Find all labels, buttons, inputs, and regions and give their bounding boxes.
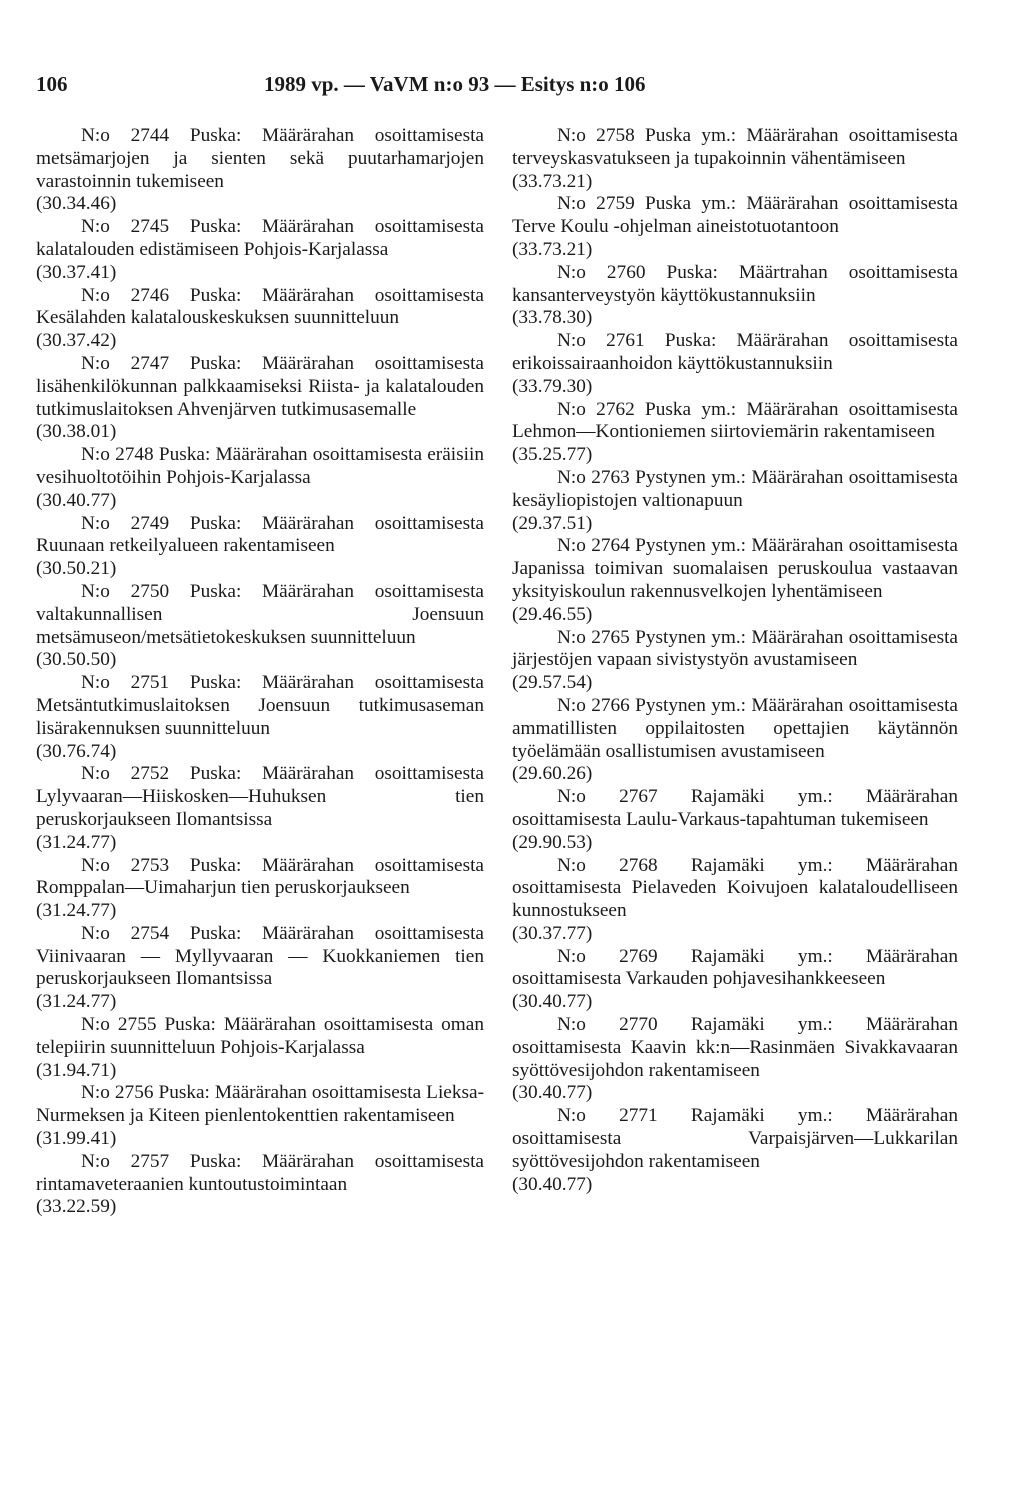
motion-text: N:o 2764 Pystynen ym.: Määrärahan osoittamisesta Japanissa toimivan suomalaisen peruskoulua vastaavan yksityiskoulun rakennusvelkojen lyhentämiseen [512, 535, 958, 602]
motion-entry [36, 923, 484, 1014]
motion-entry [36, 1014, 484, 1082]
motion-text: N:o 2756 Puska: Määrärahan osoittamisesta Lieksa-Nurmeksen ja Kiteen pienlentokenttien rakentamiseen [36, 1082, 484, 1127]
budget-code: (29.60.26) [512, 763, 593, 785]
budget-code: (30.34.46) [36, 193, 117, 215]
motion-text: N:o 2760 Puska: Määrtrahan osoittamisesta kansanterveystyön käyttökustannuksiin [512, 261, 958, 306]
motion-text: N:o 2755 Puska: Määrärahan osoittamisesta oman telepiirin suunnitteluun Pohjois-Karjalassa [36, 1014, 484, 1058]
motion-entry [512, 467, 958, 535]
motion-text: N:o 2763 Pystynen ym.: Määrärahan osoittamisesta kesäyliopistojen valtionapuun [512, 466, 958, 511]
motion-text: N:o 2758 Puska ym.: Määrärahan osoittamisesta terveyskasvatukseen ja tupakoinnin vähentämiseen [512, 125, 958, 169]
budget-code: (29.90.53) [512, 831, 593, 853]
motion-entry [36, 513, 484, 581]
motion-text: N:o 2762 Puska ym.: Määrärahan osoittamisesta Lehmon—Kontioniemen siirtoviemärin rakentamiseen [512, 398, 958, 443]
motion-entry [36, 1151, 484, 1219]
motion-entry [512, 399, 958, 467]
motion-text: N:o 2761 Puska: Määrärahan osoittamisesta erikoissairaanhoidon käyttökustannuksiin [512, 330, 958, 374]
motion-entry [512, 855, 958, 946]
motion-text: N:o 2747 Puska: Määrärahan osoittamisesta lisähenkilökunnan palkkaamiseksi Riista- ja kalatalouden tutkimuslaitoksen Ahvenjärven tutkimusasemalle [36, 352, 484, 420]
budget-code: (33.73.21) [512, 238, 593, 260]
budget-code: (33.79.30) [512, 375, 593, 397]
motion-text: N:o 2770 Rajamäki ym.: Määrärahan osoittamisesta Kaavin kk:n—Rasinmäen Sivakkavaaran syöttövesijohdon rakentamiseen [512, 1014, 958, 1081]
motion-text: N:o 2744 Puska: Määrärahan osoittamisesta metsämarjojen ja sienten sekä puutarhamarjojen varastoinnin tukemiseen [36, 125, 484, 192]
motion-text: N:o 2751 Puska: Määrärahan osoittamisesta Metsäntutkimuslaitoksen Joensuun tutkimusaseman lisärakennuksen suunnitteluun [36, 672, 484, 739]
motion-entry [512, 695, 958, 786]
motion-entry [36, 1082, 484, 1150]
page-header [36, 72, 736, 97]
motion-entry [36, 216, 484, 284]
left-column [36, 125, 484, 1219]
motion-entry [512, 627, 958, 695]
motion-text: N:o 2757 Puska: Määrärahan osoittamisesta rintamaveteraanien kuntoutustoimintaan [36, 1150, 484, 1195]
budget-code: (30.37.42) [36, 330, 117, 352]
budget-code: (31.24.77) [36, 900, 117, 922]
motion-text: N:o 2769 Rajamäki ym.: Määrärahan osoittamisesta Varkauden pohjavesihankkeeseen [512, 945, 958, 990]
budget-code: (30.40.77) [36, 489, 117, 511]
motion-text: N:o 2752 Puska: Määrärahan osoittamisesta Lylyvaaran—Hiiskosken—Huhuksen tien peruskorjaukseen Ilomantsissa [36, 763, 484, 830]
budget-code: (31.99.41) [36, 1128, 117, 1150]
budget-code: (35.25.77) [512, 444, 593, 466]
motion-text: N:o 2754 Puska: Määrärahan osoittamisesta Viinivaaran — Myllyvaaran — Kuokkaniemen tien peruskorjaukseen Ilomantsissa [36, 922, 484, 990]
budget-code: (30.37.41) [36, 261, 117, 283]
motion-entry [36, 672, 484, 763]
motion-entry [512, 125, 958, 193]
motion-entry [36, 581, 484, 672]
motion-entry [36, 125, 484, 216]
motion-text: N:o 2765 Pystynen ym.: Määrärahan osoittamisesta järjestöjen vapaan sivistystyön avustamiseen [512, 626, 958, 671]
motion-entry [36, 444, 484, 512]
budget-code: (33.73.21) [512, 170, 593, 192]
motion-text: N:o 2759 Puska ym.: Määrärahan osoittamisesta Terve Koulu -ohjelman aineistotuotantoon [512, 193, 958, 238]
budget-code: (30.50.21) [36, 558, 117, 580]
budget-code: (30.38.01) [36, 421, 117, 443]
motion-entry [512, 262, 958, 330]
document-title: 1989 vp. — VaVM n:o 93 — Esitys n:o 106 [264, 72, 646, 96]
budget-code: (30.40.77) [512, 991, 593, 1013]
motion-entry [36, 285, 484, 353]
budget-code: (29.57.54) [512, 672, 593, 694]
budget-code: (30.50.50) [36, 649, 117, 671]
motion-text: N:o 2750 Puska: Määrärahan osoittamisesta valtakunnallisen Joensuun metsämuseon/metsätietokeskuksen suunnitteluun [36, 580, 484, 648]
budget-code: (30.40.77) [512, 1173, 593, 1195]
budget-code: (30.40.77) [512, 1082, 593, 1104]
budget-code: (31.24.77) [36, 991, 117, 1013]
motion-text: N:o 2753 Puska: Määrärahan osoittamisesta Romppalan—Uimaharjun tien peruskorjaukseen [36, 854, 484, 899]
budget-code: (33.78.30) [512, 307, 593, 329]
budget-code: (31.24.77) [36, 831, 117, 853]
budget-code: (29.37.51) [512, 512, 593, 534]
motion-entry [512, 193, 958, 261]
motion-text: N:o 2749 Puska: Määrärahan osoittamisesta Ruunaan retkeilyalueen rakentamiseen [36, 512, 484, 557]
page-number: 106 [36, 72, 68, 96]
motion-entry [36, 353, 484, 444]
motion-entry [512, 330, 958, 398]
motion-text: N:o 2748 Puska: Määrärahan osoittamisesta eräisiin vesihuoltotöihin Pohjois-Karjalassa [36, 444, 484, 488]
motion-text: N:o 2767 Rajamäki ym.: Määrärahan osoittamisesta Laulu-Varkaus-tapahtuman tukemiseen [512, 786, 958, 830]
budget-code: (30.37.77) [512, 922, 593, 944]
motion-entry [512, 1105, 958, 1196]
budget-code: (31.94.71) [36, 1059, 117, 1081]
motion-entry [512, 535, 958, 626]
motion-text: N:o 2745 Puska: Määrärahan osoittamisesta kalatalouden edistämiseen Pohjois-Karjalassa [36, 216, 484, 260]
motion-text: N:o 2766 Pystynen ym.: Määrärahan osoittamisesta ammatillisten oppilaitosten opettajien käytännön työelämään osallistumisen avustamiseen [512, 694, 958, 762]
right-column [512, 125, 958, 1196]
motion-entry [36, 763, 484, 854]
motion-entry [36, 855, 484, 923]
budget-code: (30.76.74) [36, 740, 117, 762]
budget-code: (29.46.55) [512, 603, 593, 625]
budget-code: (33.22.59) [36, 1196, 117, 1218]
motion-entry [512, 786, 958, 854]
motion-entry [512, 946, 958, 1014]
motion-text: N:o 2746 Puska: Määrärahan osoittamisesta Kesälahden kalatalouskeskuksen suunnitteluun [36, 284, 484, 329]
motion-text: N:o 2771 Rajamäki ym.: Määrärahan osoittamisesta Varpaisjärven—Lukkarilan syöttövesijohdon rakentamiseen [512, 1105, 958, 1172]
motion-entry [512, 1014, 958, 1105]
motion-text: N:o 2768 Rajamäki ym.: Määrärahan osoittamisesta Pielaveden Koivujoen kalataloudelliseen kunnostukseen [512, 854, 958, 922]
